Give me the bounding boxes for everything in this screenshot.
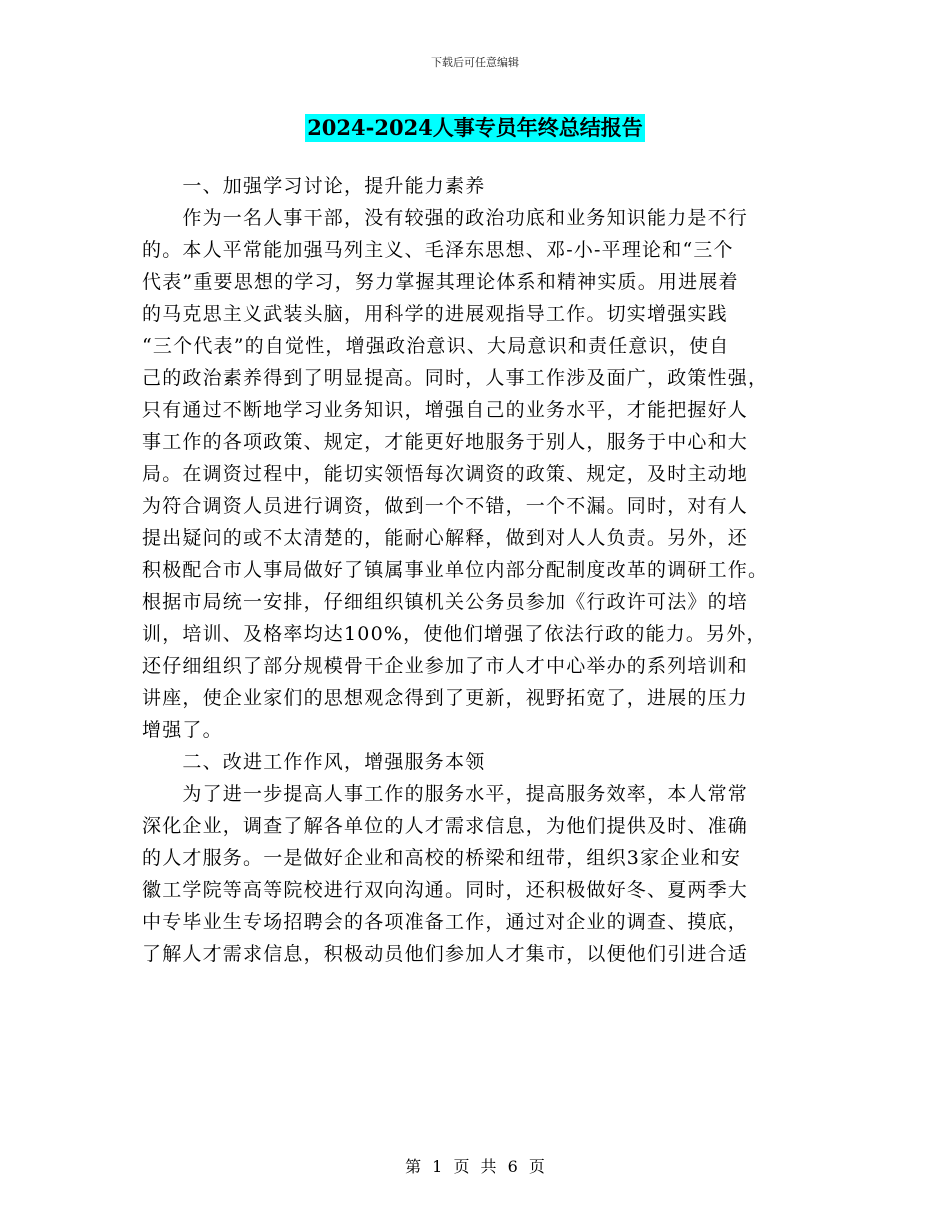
page-footer: 第 1 页 共 6 页	[405, 1157, 545, 1176]
body-line: 代表”重要思想的学习，努力掌握其理论体系和精神实质。用进展着	[142, 271, 739, 293]
body-line: 积极配合市人事局做好了镇属事业单位内部分配制度改革的调研工作。	[142, 559, 769, 581]
body-line: 二、改进工作作风，增强服务本领	[142, 751, 486, 773]
body-line: “三个代表”的自觉性，增强政治意识、大局意识和责任意识，使自	[142, 335, 730, 357]
body-line: 作为一名人事干部，没有较强的政治功底和业务知识能力是不行	[142, 207, 749, 229]
body-line: 了解人才需求信息，积极动员他们参加人才集市，以便他们引进合适	[142, 943, 749, 965]
body-line: 局。在调资过程中，能切实领悟每次调资的政策、规定，及时主动地	[142, 463, 749, 485]
body-line: 讲座，使企业家们的思想观念得到了更新，视野拓宽了，进展的压力	[142, 687, 749, 709]
title-wrapper	[0, 114, 950, 142]
body-line: 的马克思主义武装头脑，用科学的进展观指导工作。切实增强实践	[142, 303, 728, 325]
body-line: 一、加强学习讨论，提升能力素养	[142, 175, 486, 197]
body-line: 中专毕业生专场招聘会的各项准备工作，通过对企业的调查、摸底，	[142, 911, 749, 933]
body-line: 根据市局统一安排，仔细组织镇机关公务员参加《行政许可法》的培	[142, 591, 749, 613]
body-line: 训，培训、及格率均达100%，使他们增强了依法行政的能力。另外，	[142, 623, 767, 645]
body-line: 只有通过不断地学习业务知识，增强自己的业务水平，才能把握好人	[142, 399, 749, 421]
body-line: 提出疑问的或不太清楚的，能耐心解释，做到对人人负责。另外，还	[142, 527, 749, 549]
body-line: 的人才服务。一是做好企业和高校的桥梁和纽带，组织3家企业和安	[142, 847, 742, 869]
body-line: 徽工学院等高等院校进行双向沟通。同时，还积极做好冬、夏两季大	[142, 879, 749, 901]
body-line: 的。本人平常能加强马列主义、毛泽东思想、邓-小-平理论和“三个	[142, 239, 734, 261]
body-line: 为符合调资人员进行调资，做到一个不错，一个不漏。同时，对有人	[142, 495, 749, 517]
document-body	[142, 170, 810, 970]
body-line: 增强了。	[142, 719, 223, 741]
page-header: 下载后可任意编辑	[431, 56, 519, 69]
body-line: 己的政治素养得到了明显提高。同时，人事工作涉及面广，政策性强，	[142, 367, 769, 389]
body-line: 还仔细组织了部分规模骨干企业参加了市人才中心举办的系列培训和	[142, 655, 749, 677]
body-line: 深化企业，调查了解各单位的人才需求信息，为他们提供及时、准确	[142, 815, 749, 837]
body-line: 事工作的各项政策、规定，才能更好地服务于别人，服务于中心和大	[142, 431, 749, 453]
document-title: 2024-2024人事专员年终总结报告	[307, 115, 643, 140]
body-line: 为了进一步提高人事工作的服务水平，提高服务效率，本人常常	[142, 783, 749, 805]
